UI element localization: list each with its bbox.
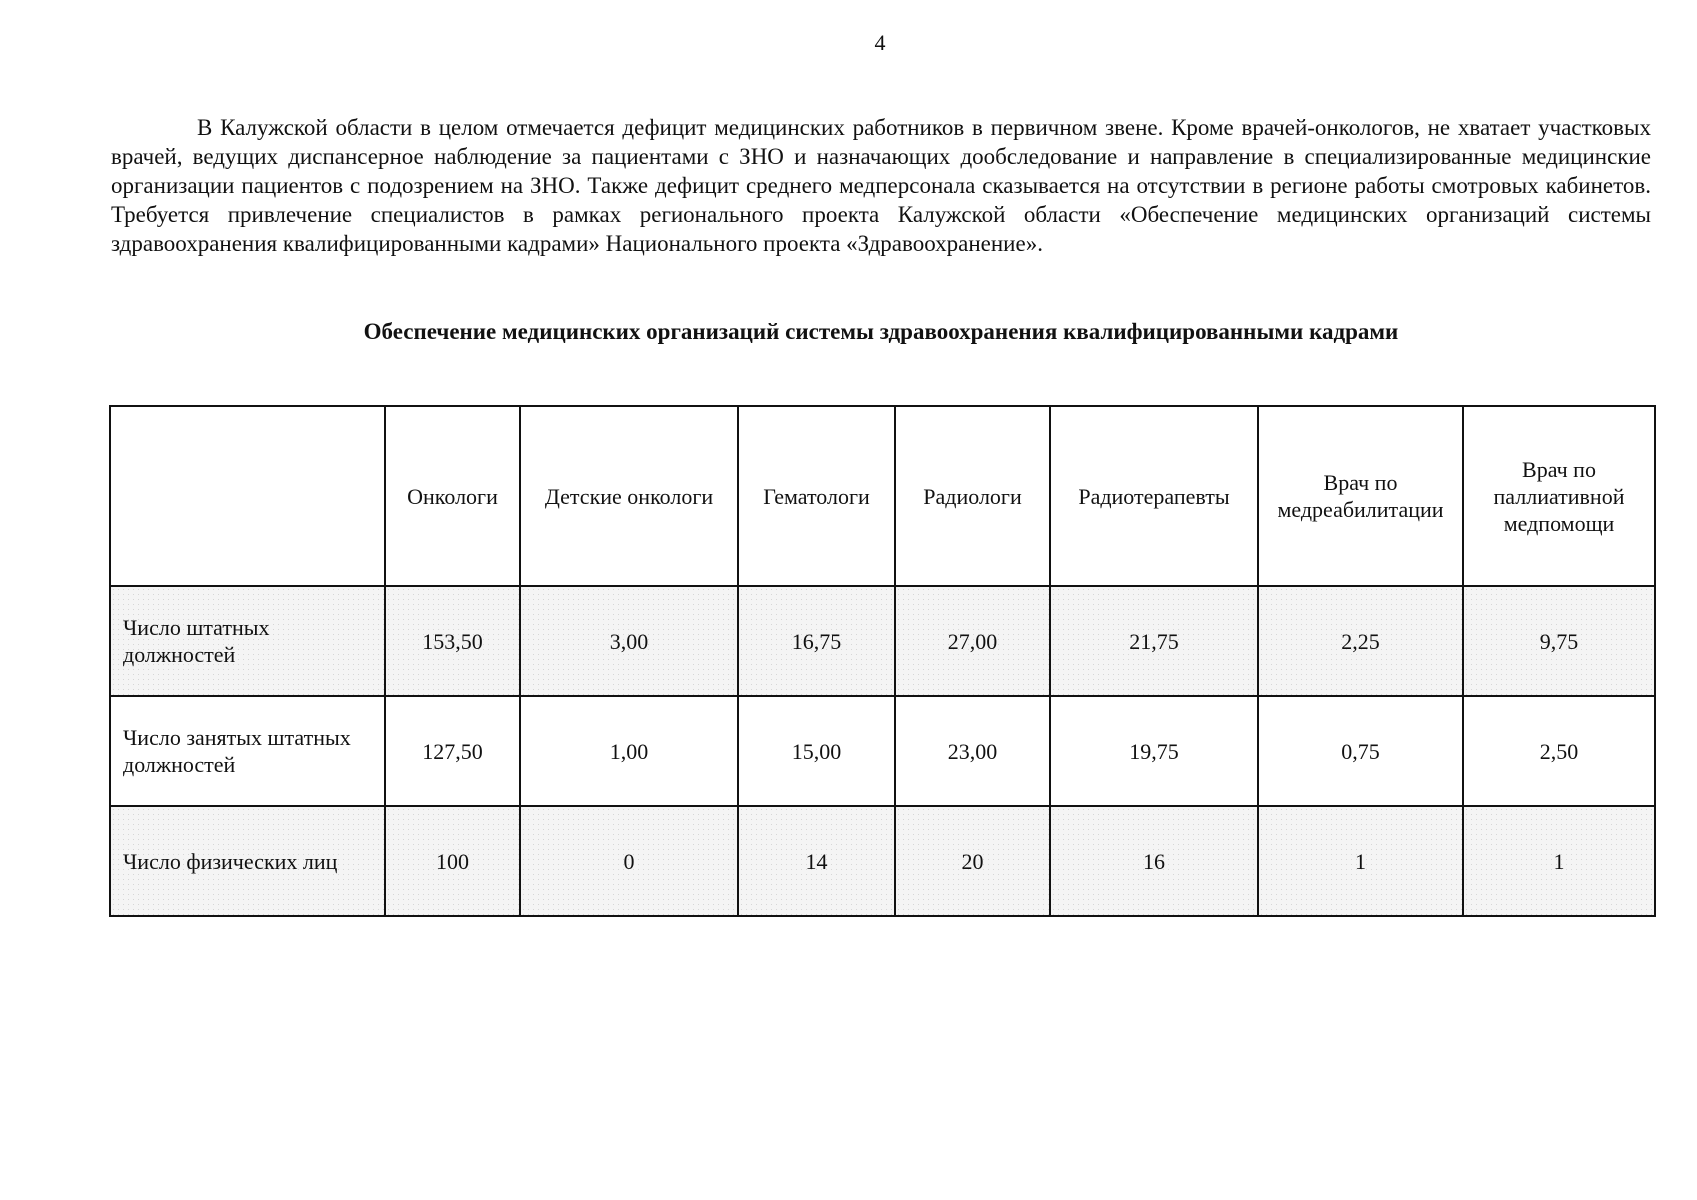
table-header-row — [110, 406, 1655, 586]
column-header: Гематологи — [738, 406, 895, 586]
table-cell: 23,00 — [895, 696, 1050, 806]
table-cell: 2,50 — [1463, 696, 1655, 806]
intro-paragraph: В Калужской области в целом отмечается дефицит медицинских работников в первичном звене. Кроме врачей-онкологов, не хватает участковых врачей, ведущих диспансерное наблюдение за пациентами с ЗНО и назначающих дообследование и направление в специализированные медицинские организации пациентов с подозрением на ЗНО. Также дефицит среднего медперсонала сказывается на отсутствии в регионе работы смотровых кабинетов. Требуется привлечение специалистов в рамках регионального проекта Калужской области «Обеспечение медицинских организаций системы здравоохранения квалифицированными кадрами» Национального проекта «Здравоохранение». — [111, 115, 1651, 256]
column-header: Радиотерапевты — [1050, 406, 1258, 586]
row-label: Число занятых штатных должностей — [110, 696, 385, 806]
table-cell: 16 — [1050, 806, 1258, 916]
column-header: Врач по медреабилитации — [1258, 406, 1463, 586]
table-title: Обеспечение медицинских организаций системы здравоохранения квалифицированными кадрами — [363, 319, 1399, 344]
column-header: Врач по паллиативной медпомощи — [1463, 406, 1655, 586]
column-header: Детские онкологи — [520, 406, 738, 586]
row-label: Число штатных должностей — [110, 586, 385, 696]
table-cell: 15,00 — [738, 696, 895, 806]
table-cell: 27,00 — [895, 586, 1050, 696]
table-cell: 2,25 — [1258, 586, 1463, 696]
table-cell: 21,75 — [1050, 586, 1258, 696]
table-cell: 127,50 — [385, 696, 520, 806]
table-cell: 19,75 — [1050, 696, 1258, 806]
table-cell: 0 — [520, 806, 738, 916]
column-header: Радиологи — [895, 406, 1050, 586]
table-cell: 1 — [1258, 806, 1463, 916]
table-cell: 14 — [738, 806, 895, 916]
table-cell: 20 — [895, 806, 1050, 916]
table-cell: 100 — [385, 806, 520, 916]
table-row — [110, 696, 1655, 806]
table-cell: 153,50 — [385, 586, 520, 696]
table-cell: 16,75 — [738, 586, 895, 696]
table-cell: 0,75 — [1258, 696, 1463, 806]
table-cell: 9,75 — [1463, 586, 1655, 696]
table-cell: 1,00 — [520, 696, 738, 806]
table-row — [110, 806, 1655, 916]
column-header: Онкологи — [385, 406, 520, 586]
table-cell: 1 — [1463, 806, 1655, 916]
staffing-table — [109, 405, 1656, 917]
page-number: 4 — [874, 30, 886, 55]
corner-cell — [110, 406, 385, 586]
row-label: Число физических лиц — [110, 806, 385, 916]
table-cell: 3,00 — [520, 586, 738, 696]
table-row — [110, 586, 1655, 696]
